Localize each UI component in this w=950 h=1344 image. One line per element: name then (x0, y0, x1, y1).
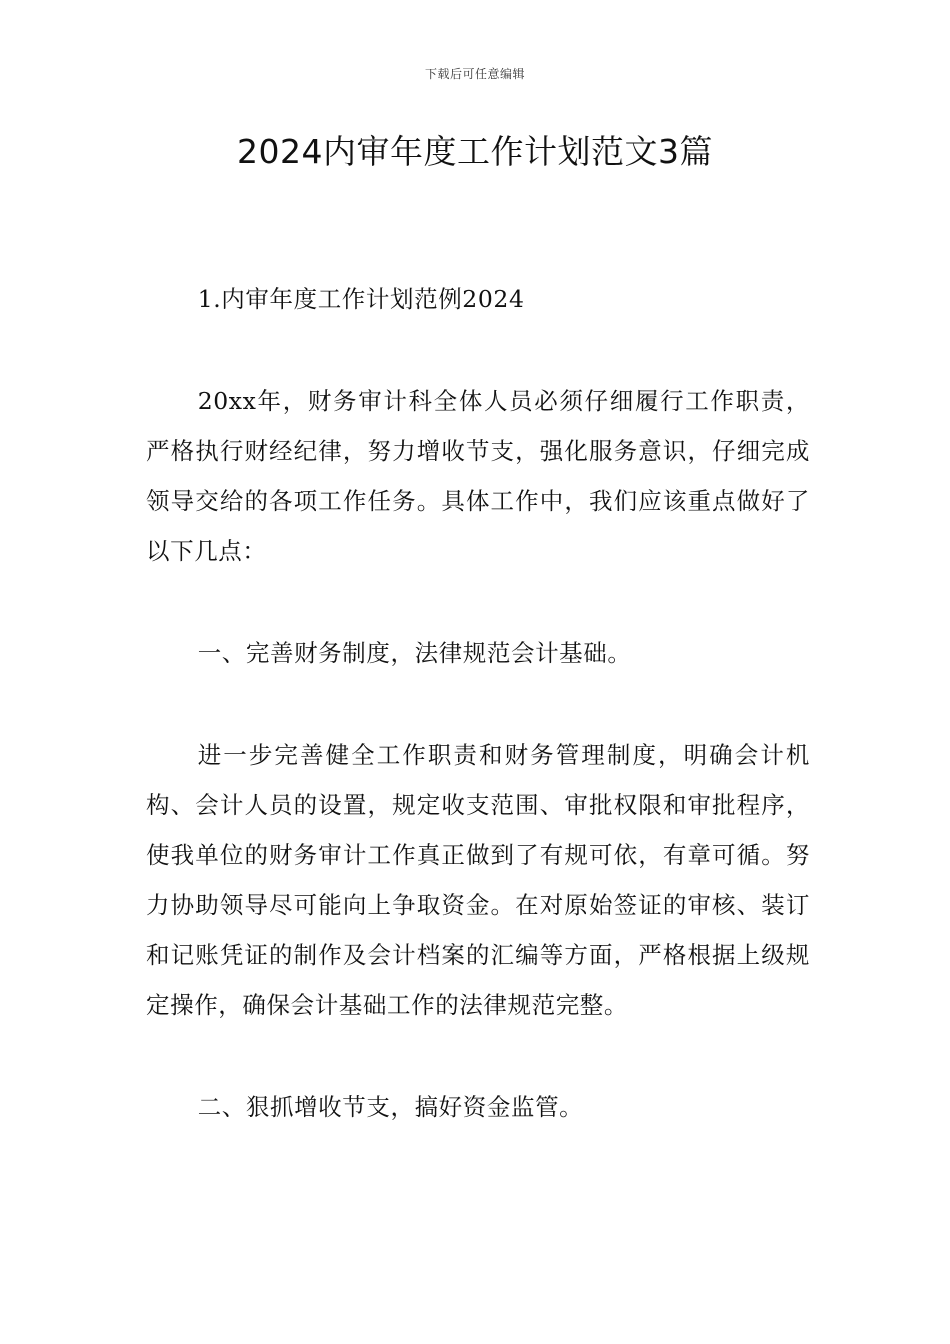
document-body (146, 274, 810, 1132)
paragraph-gap (146, 324, 810, 376)
document-title: 2024内审年度工作计划范文3篇 (237, 132, 713, 171)
paragraph-gap (146, 1030, 810, 1082)
body-paragraph-finance-system: 进一步完善健全工作职责和财务管理制度，明确会计机构、会计人员的设置，规定收支范围、审批权限和审批程序，使我单位的财务审计工作真正做到了有规可依，有章可循。努力协助领导尽可能向上争取资金。在对原始签证的审核、装订和记账凭证的制作及会计档案的汇编等方面，严格根据上级规定操作，确保会计基础工作的法律规范完整。 (146, 741, 810, 1019)
section-heading-1: 1.内审年度工作计划范例2024 (197, 285, 525, 313)
body-paragraph-intro: 20xx年，财务审计科全体人员必须仔细履行工作职责，严格执行财经纪律，努力增收节支，强化服务意识，仔细完成领导交给的各项工作任务。具体工作中，我们应该重点做好了以下几点： (146, 387, 810, 565)
paragraph-gap (146, 678, 810, 730)
header-note: 下载后可任意编辑 (424, 67, 525, 81)
paragraph-gap (146, 576, 810, 628)
subheading-two: 二、狠抓增收节支，搞好资金监管。 (197, 1093, 584, 1121)
subheading-one: 一、完善财务制度，法律规范会计基础。 (197, 639, 632, 667)
